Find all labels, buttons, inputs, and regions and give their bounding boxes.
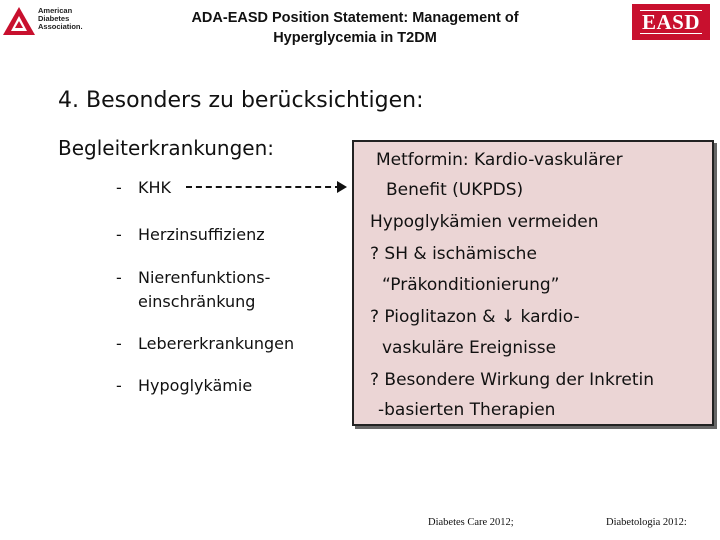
easd-logo (632, 4, 710, 40)
reference-diabetes-care: Diabetes Care 2012; (428, 517, 514, 528)
header-title-line-1: ADA-EASD Position Statement: Management of (191, 10, 519, 26)
box-line-8: ? Besondere Wirkung der Inkretin (370, 370, 655, 390)
list-item-label-cont: einschränkung (138, 292, 256, 311)
section-label: Begleiterkrankungen: (58, 136, 274, 160)
list-item-label: KHK (138, 178, 172, 197)
slide-title: 4. Besonders zu berücksichtigen: (58, 88, 424, 113)
ada-triangle-icon (2, 6, 36, 36)
box-line-1: Metformin: Kardio-vaskulärer (376, 150, 623, 170)
box-line-2: Benefit (UKPDS) (386, 180, 524, 200)
list-item-nierenfunktion: - Nierenfunktions- einschränkung (116, 266, 270, 314)
list-item-label: Lebererkrankungen (138, 334, 295, 353)
list-item-khk: - KHK (116, 178, 172, 197)
header-title-line-2: Hyperglycemia in T2DM (273, 30, 437, 46)
ada-wordmark: American Diabetes Association. (38, 6, 83, 31)
box-line-3: Hypoglykämien vermeiden (370, 212, 599, 232)
list-item-hypoglykaemie: - Hypoglykämie (116, 376, 253, 395)
box-line-4: ? SH & ischämische (370, 244, 537, 264)
list-item-label: Nierenfunktions- (138, 268, 271, 287)
dashed-arrow-line (186, 186, 341, 189)
list-item-label: Herzinsuffizienz (138, 225, 265, 244)
list-item-label: Hypoglykämie (138, 376, 253, 395)
header-title (120, 8, 590, 48)
arrow-head-icon (337, 181, 347, 193)
box-line-6: ? Pioglitazon & ↓ kardio- (370, 307, 580, 327)
easd-logo-text: EASD (641, 10, 701, 34)
reference-diabetologia: Diabetologia 2012: (606, 517, 687, 528)
box-line-9: -basierten Therapien (378, 400, 556, 420)
box-line-5: “Präkonditionierung” (382, 275, 560, 295)
list-item-lebererkrankungen: - Lebererkrankungen (116, 334, 295, 353)
ada-logo (2, 4, 94, 38)
list-item-herzinsuffizienz: - Herzinsuffizienz (116, 225, 265, 244)
box-line-7: vaskuläre Ereignisse (382, 338, 557, 358)
